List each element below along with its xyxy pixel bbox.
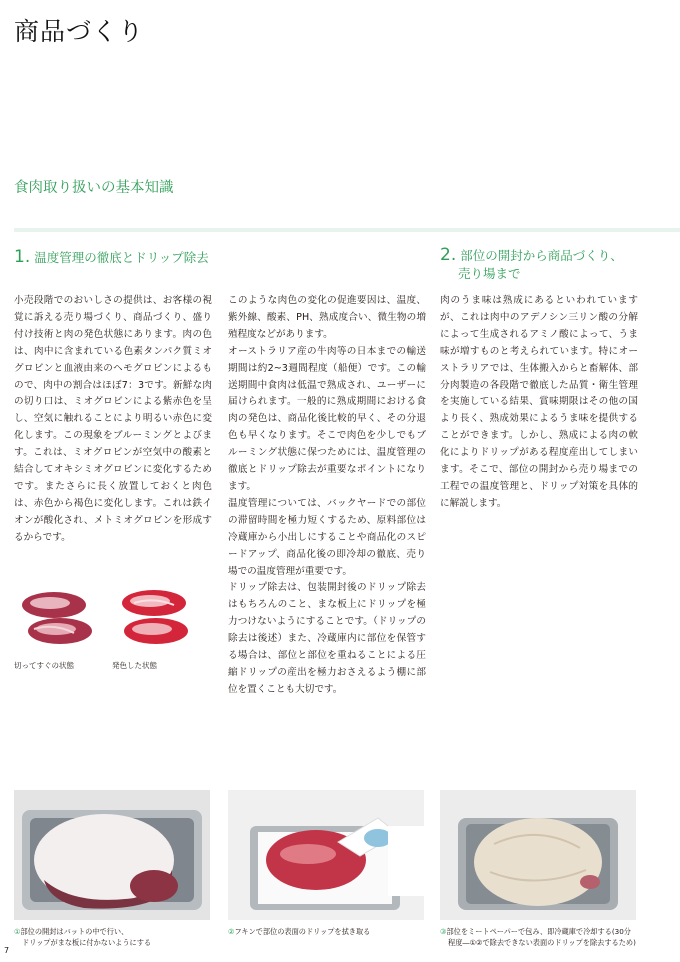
photo-opening-in-tray [14,790,210,920]
section-divider [14,228,680,232]
caption-1-line1: 部位の開封はバットの中で行い、 [20,927,129,936]
photo-wrapped-in-meat-paper [440,790,636,920]
column-3 [440,293,638,513]
photo-wiping-drip [228,790,424,920]
caption-1-line2: ドリップがまな板に付かないようにする [22,938,152,947]
col3-paragraph-1: 肉のうま味は熟成にあるといわれていますが、これは肉中のアデノシン三リン酸の分解によって生成されるアミノ酸によって、うま味が増すものと考えられています。特にオーストラリアでは、生体搬入からと畜解体、部分肉製造の各段階で徹底した品質・衛生管理を実施している結果、賞味期限はその他の国より長く、熟成効果によるうま味を提供することができます。しかし、熟成による肉の軟化によりドリップがある程度産出してしまいます。そこで、部位の開封から売り場までの工程での温度管理と、ドリップ対策を具体的に解説します。 [440,295,638,509]
caption-3-line2: 程度―①②で除去できない表面のドリップを除去するため) [448,938,636,947]
column-2 [228,293,426,699]
caption-3-marker: ③ [440,927,447,936]
col2-paragraph-4: ドリップ除去は、包装開封後のドリップ除去はもちろんのこと、まな板上にドリップを極力つけないようにすることです。（ドリップの除去は後述）また、冷蔵庫内に部位を保管する場合は、部位と部位を重ねることによる圧縮ドリップの産出を極力おさえるよう棚に部位を置くことも大切です。 [228,582,426,695]
heading-1-text: 温度管理の徹底とドリップ除去 [34,250,209,265]
photo-caption-3 [440,926,640,948]
caption-1-marker: ① [14,927,21,936]
col2-paragraph-1: このような肉色の変化の促進要因は、温度、紫外線、酸素、PH、熟成度合い、微生物の増殖程度などがあります。 [228,295,426,340]
page-number: 7 [4,946,10,955]
bloomed-meat-image [112,583,196,653]
col2-paragraph-2: オーストラリア産の牛肉等の日本までの輸送期間は約2~3週間程度（船便）です。この輸送期間中食肉は低温で熟成され、ユーザーに届けられます。一般的に熟成期間における食肉の発色は、商品化後比較的早く、その分退色も早くなります。そこで肉色を少しでもブルーミング状態に保つためには、温度管理の徹底とドリップ除去が重要なポイントになります。 [228,345,426,492]
col2-paragraph-3: 温度管理については、バックヤードでの部位の滞留時間を極力短くするため、原料部位は冷蔵庫から小出しにすることや商品化のスピードアップ、商品化後の即冷却の徹底、売り場での温度管理が重要です。 [228,497,426,577]
heading-2 [440,246,623,283]
page-title: 商品づくり [14,17,145,46]
photo-caption-2 [228,926,424,937]
caption-3-line1: 部位をミートペーパーで包み、即冷蔵庫で冷却する(30分 [446,927,631,936]
heading-2-line1: 部位の開封から商品づくり、 [460,248,623,263]
caption-2-marker: ② [228,927,235,936]
heading-1 [14,248,209,267]
heading-2-line2: 売り場まで [458,266,521,281]
photo-caption-1 [14,926,210,948]
caption-2-line1: フキンで部位の表面のドリップを拭き取る [234,927,371,936]
bloomed-caption: 発色した状態 [112,661,157,670]
fresh-cut-caption: 切ってすぐの状態 [14,661,74,670]
heading-2-number: 2. [440,245,457,265]
fresh-cut-meat-image [14,583,98,653]
col1-paragraph-1: 小売段階でのおいしさの提供は、お客様の視覚に訴える売り場づくり、商品づくり、盛り付け技術と肉の発色状態にあります。肉の色は、肉中に含まれている色素タンパク質ミオグロビンと血液由来のヘモグロビンによるもので、肉中の割合はほぼ7：3です。新鮮な肉の切り口は、ミオグロビンによる紫赤色を呈し、空気に触れることにより明るい赤色に変化します。この現象をブルーミングとよびます。これは、ミオグロビンが空気中の酸素と結合してオキシミオグロビンに変化するためです。またさらに長く放置しておくと肉色は、赤色から褐色に変化します。これは鉄イオンが酸化され、メトミオグロビンを形成するからです。 [14,295,212,543]
section-title: 食肉取り扱いの基本知識 [14,180,174,196]
heading-1-number: 1. [14,247,31,267]
column-1 [14,293,212,547]
